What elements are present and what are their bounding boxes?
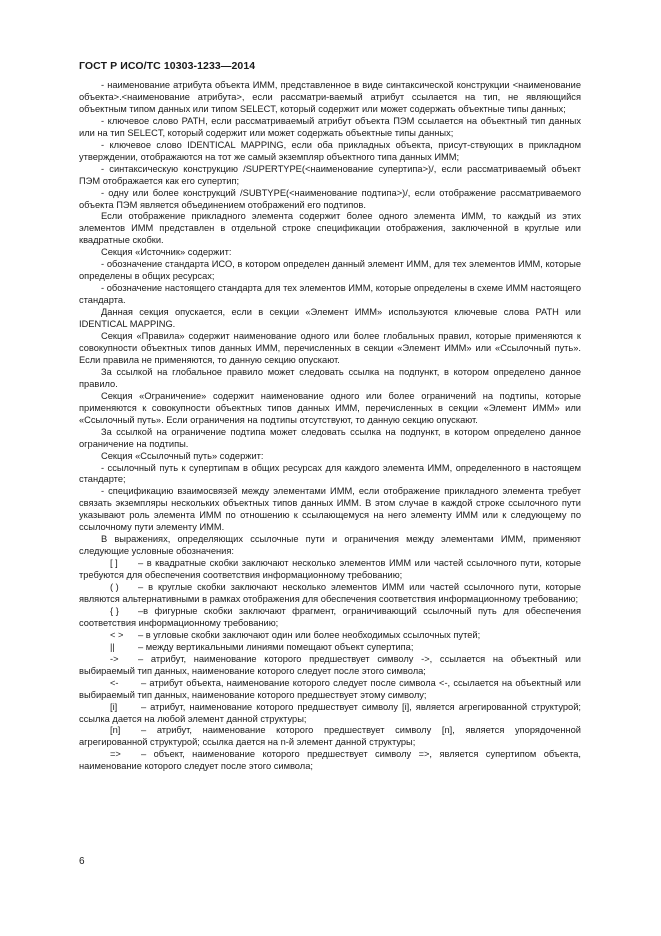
symbol-definition bbox=[79, 702, 581, 726]
symbol-definition bbox=[79, 630, 581, 642]
page-number: 6 bbox=[79, 856, 85, 867]
symbol-description: – между вертикальными линиями помещают объект супертипа; bbox=[138, 641, 414, 652]
symbol-glyph: => bbox=[110, 749, 121, 760]
symbol-definition bbox=[79, 725, 581, 749]
symbol-definition bbox=[79, 582, 581, 606]
symbol-description: –в фигурные скобки заключают фрагмент, ограничивающий ссылочный путь для обеспечения соответствия информационному требованию; bbox=[79, 605, 581, 628]
paragraph: Секция «Источник» содержит: bbox=[101, 247, 232, 258]
symbol-glyph: ( ) bbox=[110, 582, 119, 593]
paragraph: - спецификацию взаимосвязей между элементами ИММ, если отображение прикладного элемента требует связать экземпляры нескольких объектных типов данных ИММ. В этом случае в каждой строке ссылочного пути указывают роль элемента ИММ по отношению к ссылающемуся на него элементу ИММ или к следующему по ссылочному пути элементу ИММ. bbox=[79, 486, 581, 533]
symbol-description: – в круглые скобки заключают несколько элементов ИММ или частей ссылочного пути, которые являются альтернативными в рамках отображения для обеспечения соответствия информационному требованию; bbox=[79, 582, 581, 604]
symbol-definition bbox=[79, 749, 581, 773]
symbol-definition bbox=[79, 558, 581, 582]
symbol-glyph: [ ] bbox=[110, 558, 118, 569]
paragraph: - ссылочный путь к супертипам в общих ресурсах для каждого элемента ИММ, определенного в настоящем стандарте; bbox=[79, 462, 581, 485]
symbol-glyph: < > bbox=[110, 629, 124, 640]
symbol-definition bbox=[79, 654, 581, 678]
symbol-description: – атрибут, наименование которого предшествует символу ->, ссылается на объектный или выбираемый тип данных, наименование которого следует после этого символа; bbox=[79, 653, 581, 676]
paragraph: Секция «Ссылочный путь» содержит: bbox=[101, 450, 264, 461]
paragraph: - синтаксическую конструкцию /SUPERTYPE(<наименование супертипа>)/, если рассматриваемый объект ПЭМ отображается как его супертип; bbox=[79, 163, 581, 186]
paragraph: - одну или более конструкций /SUBTYPE(<наименование подтипа>)/, если отображение рассматриваемого объекта ПЭМ является объединением отображений его подтипов. bbox=[79, 187, 581, 210]
paragraph: Секция «Правила» содержит наименование одного или более глобальных правил, которые применяются к совокупности объектных типов данных ИММ, перечисленных в секции «Элемент ИММ» или «Ссылочный путь». Если правила не применяются, то данную секцию опускают. bbox=[79, 331, 581, 365]
paragraph: - ключевое слово PATH, если рассматриваемый атрибут объекта ПЭМ ссылается на объектный тип данных или на тип SELECT, который содержит или может содержать объектные типы данных; bbox=[79, 115, 581, 138]
paragraph: В выражениях, определяющих ссылочные пути и ограничения между элементами ИММ, применяют следующие условные обозначения: bbox=[79, 534, 581, 557]
symbol-description: – атрибут объекта, наименование которого следует после символа <-, ссылается на объектный или выбираемый тип данных, наименование которого предшествует этому символу; bbox=[79, 677, 581, 700]
paragraph: - обозначение настоящего стандарта для тех элементов ИММ, которые определены в схеме ИММ настоящего стандарта. bbox=[79, 283, 581, 306]
paragraph: Данная секция опускается, если в секции «Элемент ИММ» используются ключевые слова PATH или IDENTICAL MAPPING. bbox=[79, 307, 581, 330]
symbol-definition bbox=[79, 678, 581, 702]
paragraph: За ссылкой на ограничение подтипа может следовать ссылка на подпункт, в котором определено данное ограничение на подтипы. bbox=[79, 426, 581, 449]
paragraph: За ссылкой на глобальное правило может следовать ссылка на подпункт, в котором определено данное правило. bbox=[79, 366, 581, 389]
paragraph: - наименование атрибута объекта ИММ, представленное в виде синтаксической конструкции <наименование объекта>.<наименование атрибута>, если рассматри-ваемый атрибут ссылается на тип, не являющийся объектным типом данных или типом SELECT, который содержит или может содержать объектные типы данных; bbox=[79, 80, 581, 114]
paragraph: Если отображение прикладного элемента содержит более одного элемента ИММ, то каждый из этих элементов ИММ представлен в отдельной строке спецификации отображения, заключенной в круглые или квадратные скобки. bbox=[79, 211, 581, 246]
symbol-description: – в квадратные скобки заключают несколько элементов ИММ или частей ссылочного пути, которые требуются для обеспечения соответствия информационному требованию; bbox=[79, 558, 581, 581]
symbol-glyph: [i] bbox=[110, 701, 118, 712]
symbol-description: – атрибут, наименование которого предшествует символу [n], является упорядоченной агрегированной структурой; ссылка дается на n-й элемент данной структуры; bbox=[79, 725, 581, 748]
symbol-glyph: || bbox=[110, 641, 115, 652]
symbol-definition bbox=[79, 606, 581, 630]
symbol-description: – в угловые скобки заключают один или более необходимых ссылочных путей; bbox=[138, 629, 481, 640]
paragraph: - ключевое слово IDENTICAL MAPPING, если оба прикладных объекта, присут-ствующих в прикладном утверждении, отображаются на тот же самый экземпляр объектного типа данных ИММ; bbox=[79, 139, 581, 162]
symbol-glyph: -> bbox=[110, 653, 119, 664]
symbol-glyph: <- bbox=[110, 677, 119, 688]
document-body bbox=[79, 80, 581, 773]
document-header: ГОСТ Р ИСО/ТС 10303-1233—2014 bbox=[79, 60, 256, 72]
symbol-description: – объект, наименование которого предшествует символу =>, является супертипом объекта, наименование которого следует после этого символа; bbox=[79, 749, 581, 772]
paragraph: Секция «Ограничение» содержит наименование одного или более ограничений на подтипы, которые применяются к совокупности объектных типов данных ИММ, перечисленных в секции «Элемент ИММ» или «Ссылочный путь». Если ограничения на подтипы отсутствуют, то данную секцию опускают. bbox=[79, 390, 581, 425]
paragraph: - обозначение стандарта ИСО, в котором определен данный элемент ИММ, для тех элементов ИММ, которые определены в общих ресурсах; bbox=[79, 259, 581, 282]
symbol-glyph: { } bbox=[110, 605, 119, 616]
symbol-definition bbox=[79, 642, 581, 654]
symbol-glyph: [n] bbox=[110, 725, 121, 736]
symbol-description: – атрибут, наименование которого предшествует символу [i], является агрегированной структурой; ссылка дается на любой элемент данной структуры; bbox=[79, 701, 581, 724]
